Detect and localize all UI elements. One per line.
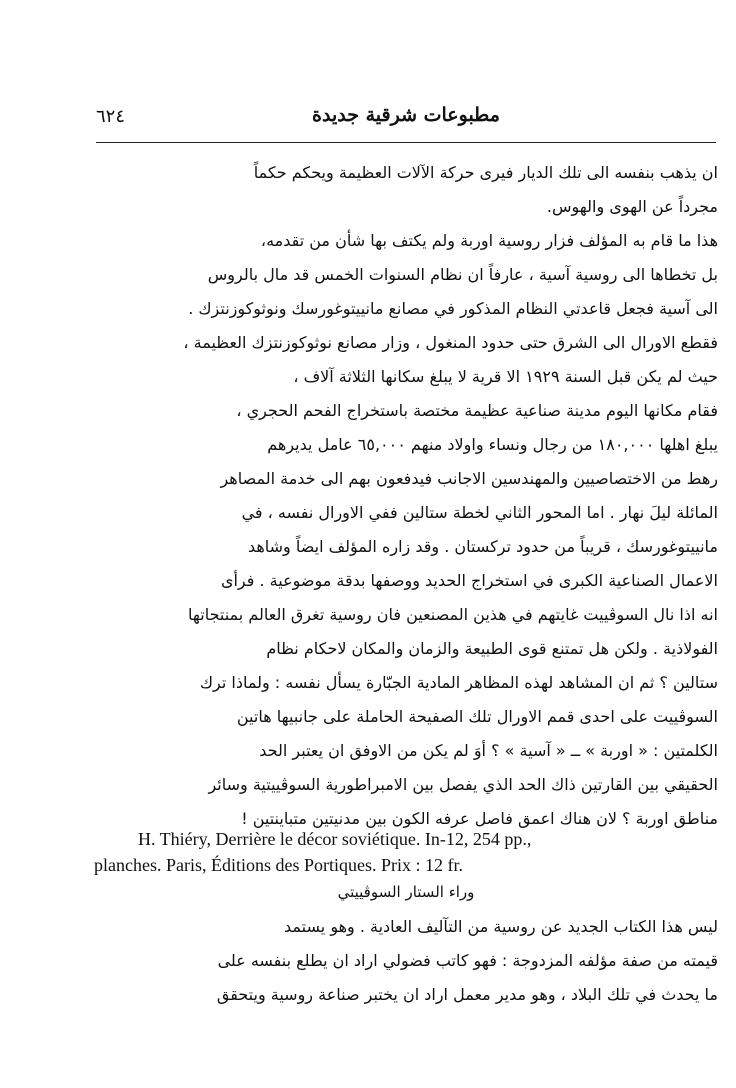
text-line: الحقيقي بين القارتين ذاك الحد الذي يفصل بين الامبراطورية السوڤييتية وسائر — [208, 775, 718, 794]
page-number: ٦٢٤ — [96, 106, 126, 127]
text-line: حيث لم يكن قبل السنة ١٩٢٩ الا قرية لا يبلغ سكانها الثلاثة آلاف ، — [293, 367, 718, 386]
text-line: مجرداً عن الهوى والهوس. — [546, 197, 718, 216]
text-line: رهط من الاختصاصيين والمهندسين الاجانب فيدفعون بهم الى خدمة المصاهر — [220, 469, 718, 488]
text-line: ما يحدث في تلك البلاد ، وهو مدير معمل اراد ان يختبر صناعة روسية ويتحقق — [216, 985, 718, 1004]
text-line: ستالين ؟ ثم ان المشاهد لهذه المظاهر المادية الجبّارة يسأل نفسه : ولماذا ترك — [199, 673, 718, 692]
text-line: بل تخطاها الى روسية آسية ، عارفاً ان نظام السنوات الخمس قد مال بالروس — [207, 265, 718, 284]
text-line: فقام مكانها اليوم مدينة صناعية عظيمة مختصة باستخراج الفحم الحجري ، — [236, 401, 718, 420]
text-line: انه اذا نال السوڤييت غايتهم في هذين المصنعين فان روسية تغرق العالم بمنتجاتها — [187, 605, 718, 624]
bibliographic-reference — [94, 826, 718, 878]
text-line: السوڤييت على احدى قمم الاورال تلك الصفيحة الحاملة على جانبيها هاتين — [236, 707, 718, 726]
text-line: الاعمال الصناعية الكبرى في استخراج الحديد ووصفها بدقة موضوعية . فرأى — [220, 571, 718, 590]
text-line: ليس هذا الكتاب الجديد عن روسية من التآليف العادية . وهو يستمد — [284, 917, 718, 936]
text-line: هذا ما قام به المؤلف فزار روسية اوربة ولم يكتف بها شأن من تقدمه، — [260, 231, 718, 250]
citation-line: H. Thiéry, Derrière le décor soviétique. In-12, 254 pp., — [138, 829, 532, 849]
paragraph-2 — [94, 224, 718, 836]
text-line: الى آسية فجعل قاعدتي النظام المذكور في مصانع مانييتوغورسك ونوثوكوزنتزك . — [188, 299, 718, 318]
running-title: مطبوعات شرقية جديدة — [312, 104, 500, 126]
translated-title: وراء الستار السوڤييتي — [337, 883, 475, 901]
page-header — [96, 104, 716, 144]
citation-line: planches. Paris, Éditions des Portiques. Prix : 12 fr. — [94, 855, 463, 875]
text-line: قيمته من صفة مؤلفه المزدوجة : فهو كاتب فضولي اراد ان يطلع بنفسه على — [217, 951, 718, 970]
text-line: مانييتوغورسك ، قريباً من حدود تركستان . وقد زاره المؤلف ايضاً وشاهد — [247, 537, 718, 556]
paragraph-1 — [94, 156, 718, 224]
text-line: فقطع الاورال الى الشرق حتى حدود المنغول ، وزار مصانع نوثوكوزنتزك العظيمة ، — [183, 333, 718, 352]
text-line: الفولاذية . ولكن هل تمتنع قوى الطبيعة والزمان والمكان لاحكام نظام — [266, 639, 718, 658]
text-line: ان يذهب بنفسه الى تلك الديار فيرى حركة الآلات العظيمة ويحكم حكماً — [253, 163, 718, 182]
text-line: المائلة ليلَ نهار . اما المحور الثاني لخطة ستالين ففي الاورال نفسه ، في — [241, 503, 718, 522]
paragraph-3 — [94, 910, 718, 1012]
header-divider — [96, 142, 716, 143]
text-line: الكلمتين : « اوربة » ــ « آسية » ؟ أوَ لم يكن من الاوفق ان يعتبر الحد — [259, 741, 718, 760]
text-line: مناطق اوربة ؟ لان هناك اعمق فاصل عرفه الكون بين مدنيتين متباينتين ! — [241, 809, 718, 828]
text-line: يبلغ اهلها ١٨٠,٠٠٠ من رجال ونساء واولاد منهم ٦٥,٠٠٠ عامل يديرهم — [267, 435, 718, 454]
